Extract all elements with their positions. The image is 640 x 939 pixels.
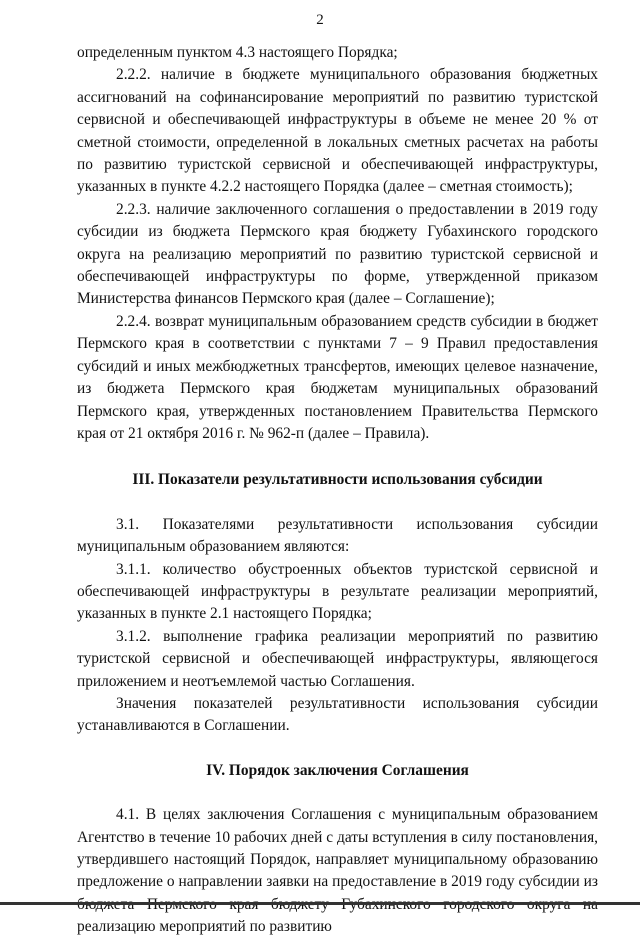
section-4-heading: IV. Порядок заключения Соглашения: [206, 761, 469, 779]
paragraph-2-2-4: 2.2.4. возврат муниципальным образованием средств субсидии в бюджет Пермского края в соответствии с пунктами 7 – 9 Правил предоставления субсидий и иных межбюджетных трансфертов, имеющих целевое назначение, из бюджета Пермского края бюджетам муниципальных образований Пермского края, утвержденных постановлением Правительства Пермского края от 21 октября 2016 г. № 962-п (далее – Правила).: [77, 312, 598, 442]
paragraph-3-1: 3.1. Показателями результативности использования субсидии муниципальным образованием являются:: [77, 515, 598, 556]
section-3-heading: III. Показатели результативности использования субсидии: [132, 471, 543, 489]
paragraph-4-1: 4.1. В целях заключения Соглашения с муниципальным образованием Агентство в течение 10 рабочих дней с даты вступления в силу постановления, утвердившего настоящий Порядок, направляет муниципальному образованию предложение о направлении заявки на предоставление в 2019 году субсидии из реализацию мероприятий по развитию: [77, 806, 598, 936]
paragraph-2-2-3: 2.2.3. наличие заключенного соглашения о предоставлении в 2019 году субсидии из бюджета Пермского края бюджету Губахинского городского округа на реализацию мероприятий по развитию туристской сервисной и обеспечивающей инфраструктуры по форме, утвержденной приказом Министерства финансов Пермского края (далее – Соглашение);: [77, 200, 598, 308]
page-number: 2: [316, 12, 324, 28]
paragraph-2-2-2: 2.2.2. наличие в бюджете муниципального образования бюджетных ассигнований на софинансирование мероприятий по развитию туристской сервисной и обеспечивающей инфраструктуры в объеме не менее 20 % от сметной стоимости, определенной в локальных сметных расчетах на работы по развитию туристской сервисной и обеспечивающей инфраструктуры, указанных в пункте 4.2.2 настоящего Порядка (далее – сметная стоимость);: [77, 66, 598, 196]
paragraph-indicator-values: Значения показателей результативности использования субсидии устанавливаются в Соглашении.: [77, 694, 598, 735]
paragraph-continuation: определенным пунктом 4.3 настоящего Порядка;: [77, 44, 398, 61]
paragraph-3-1-2: 3.1.2. выполнение графика реализации мероприятий по развитию туристской сервисной и обеспечивающей инфраструктуры, являющегося приложением и неотъемлемой частью Соглашения.: [77, 627, 598, 690]
paragraph-3-1-1: 3.1.1. количество обустроенных объектов туристской сервисной и обеспечивающей инфраструктуры в результате реализации мероприятий, указанных в пункте 2.1 настоящего Порядка;: [77, 560, 598, 623]
document-body: [77, 42, 598, 939]
